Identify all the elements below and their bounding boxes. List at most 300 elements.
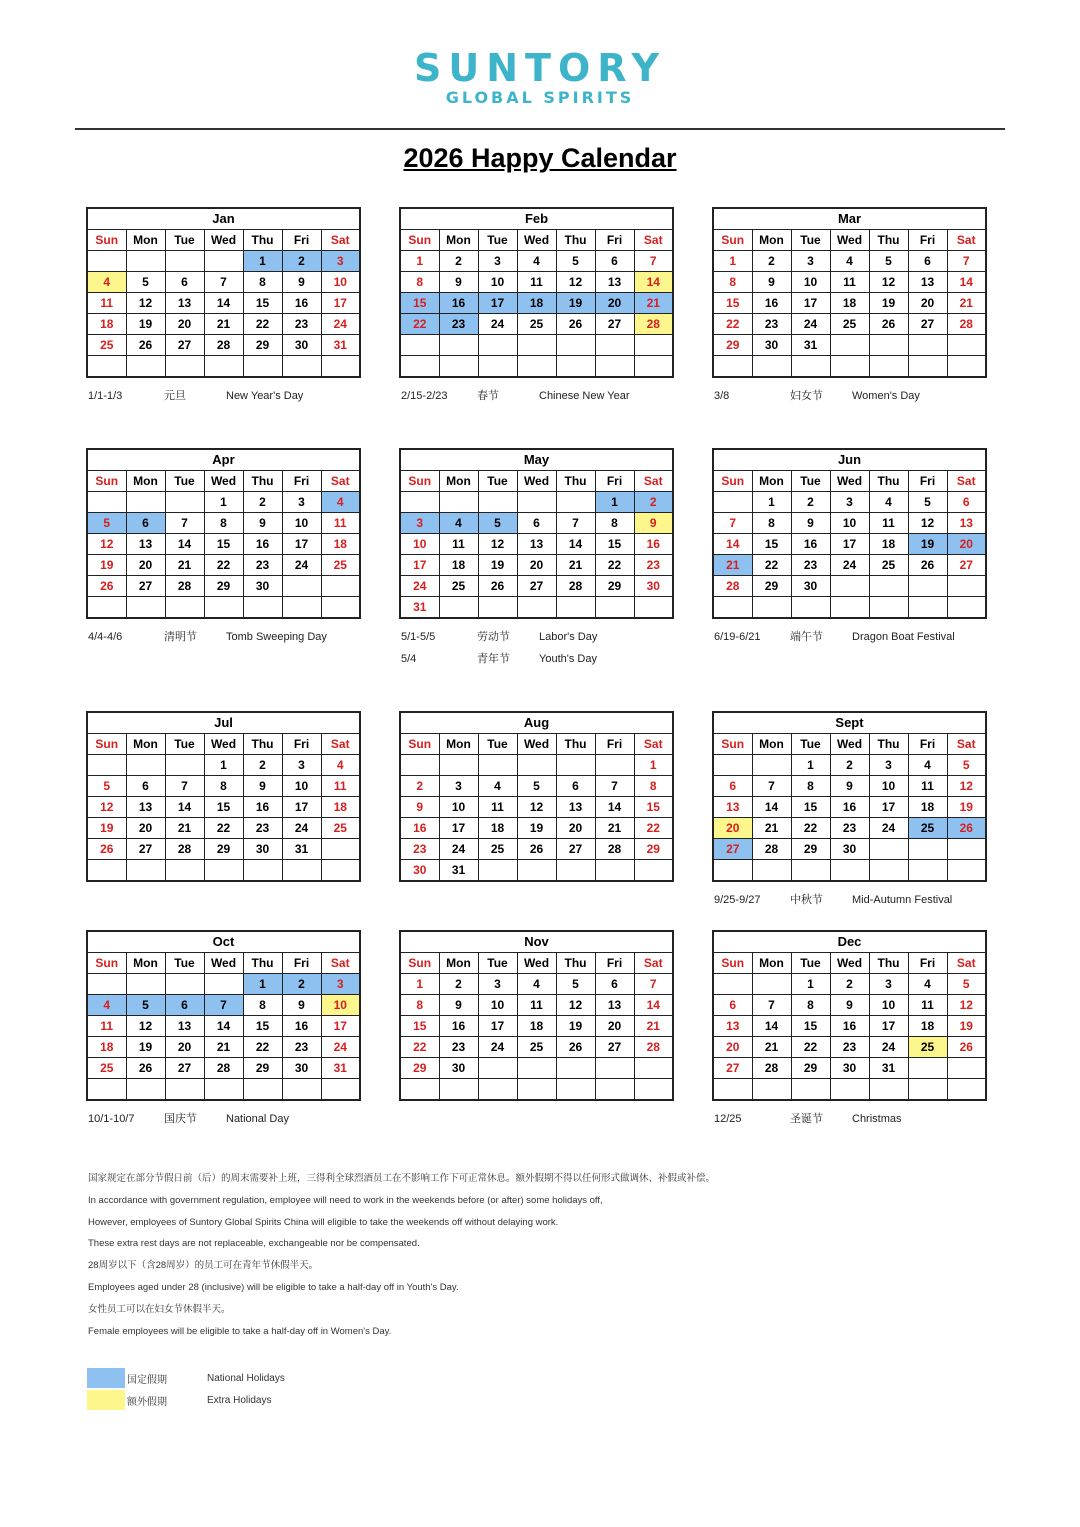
day-cell: 12 (87, 534, 126, 555)
day-cell: 30 (439, 1058, 478, 1079)
note-cn: 国庆节 (164, 1113, 197, 1125)
month-nov (399, 930, 674, 1101)
day-cell: 27 (908, 314, 947, 335)
empty-cell (634, 356, 673, 378)
empty-cell (126, 251, 165, 272)
day-cell: 23 (439, 1037, 478, 1058)
empty-cell (634, 1058, 673, 1079)
day-cell: 25 (517, 314, 556, 335)
day-cell: 13 (556, 797, 595, 818)
day-cell: 27 (126, 839, 165, 860)
day-cell: 25 (439, 576, 478, 597)
day-cell: 20 (947, 534, 986, 555)
day-cell: 23 (439, 314, 478, 335)
day-cell: 9 (752, 272, 791, 293)
month-name: Jul (87, 712, 360, 734)
day-cell: 20 (165, 314, 204, 335)
empty-cell (478, 492, 517, 513)
empty-cell (908, 335, 947, 356)
day-cell: 2 (243, 492, 282, 513)
day-cell: 30 (243, 839, 282, 860)
logo-sub: GLOBAL SPIRITS (445, 88, 635, 107)
day-cell: 27 (713, 839, 752, 860)
day-cell: 28 (713, 576, 752, 597)
empty-cell (478, 755, 517, 776)
empty-cell (830, 576, 869, 597)
empty-cell (517, 335, 556, 356)
day-cell: 13 (165, 1016, 204, 1037)
day-cell: 10 (830, 513, 869, 534)
empty-cell (713, 755, 752, 776)
day-cell: 28 (947, 314, 986, 335)
day-cell: 2 (439, 974, 478, 995)
day-cell: 28 (595, 839, 634, 860)
day-cell: 16 (400, 818, 439, 839)
weekday-header: Sat (947, 230, 986, 251)
day-cell: 5 (126, 995, 165, 1016)
day-cell: 29 (243, 335, 282, 356)
day-cell: 26 (869, 314, 908, 335)
empty-cell (595, 1079, 634, 1101)
day-cell: 1 (243, 251, 282, 272)
day-cell: 23 (243, 818, 282, 839)
weekday-header: Wed (204, 471, 243, 492)
day-cell: 11 (439, 534, 478, 555)
month-table (86, 207, 361, 378)
empty-cell (204, 251, 243, 272)
day-cell: 12 (517, 797, 556, 818)
day-cell: 19 (947, 1016, 986, 1037)
month-table (712, 930, 987, 1101)
day-cell: 3 (478, 251, 517, 272)
weekday-header: Wed (517, 230, 556, 251)
empty-cell (400, 335, 439, 356)
day-cell: 21 (204, 1037, 243, 1058)
legend-en: Extra Holidays (207, 1394, 272, 1406)
weekday-header: Sun (713, 734, 752, 755)
holiday-note (401, 388, 630, 410)
day-cell: 4 (908, 755, 947, 776)
empty-cell (947, 597, 986, 619)
day-cell: 3 (321, 974, 360, 995)
empty-cell (791, 597, 830, 619)
weekday-header: Mon (126, 953, 165, 974)
day-cell: 20 (165, 1037, 204, 1058)
legend-en: National Holidays (207, 1372, 285, 1384)
day-cell: 13 (947, 513, 986, 534)
day-cell: 15 (243, 293, 282, 314)
day-cell: 7 (595, 776, 634, 797)
empty-cell (830, 356, 869, 378)
empty-cell (400, 492, 439, 513)
day-cell: 17 (439, 818, 478, 839)
day-cell: 26 (517, 839, 556, 860)
day-cell: 6 (556, 776, 595, 797)
month-jun (712, 448, 987, 643)
day-cell: 23 (634, 555, 673, 576)
weekday-header: Thu (556, 734, 595, 755)
empty-cell (947, 576, 986, 597)
empty-cell (713, 860, 752, 882)
empty-cell (752, 974, 791, 995)
empty-cell (595, 335, 634, 356)
weekday-header: Tue (165, 953, 204, 974)
weekday-header: Wed (517, 734, 556, 755)
month-name: Apr (87, 449, 360, 471)
weekday-header: Wed (517, 471, 556, 492)
note-en: Youth's Day (539, 653, 597, 665)
day-cell: 8 (204, 513, 243, 534)
month-table (712, 207, 987, 378)
day-cell: 22 (752, 555, 791, 576)
weekday-header: Sun (400, 471, 439, 492)
weekday-header: Fri (595, 953, 634, 974)
empty-cell (400, 1079, 439, 1101)
weekday-header: Tue (478, 734, 517, 755)
empty-cell (947, 1058, 986, 1079)
day-cell: 25 (321, 818, 360, 839)
weekday-header: Mon (439, 471, 478, 492)
empty-cell (791, 356, 830, 378)
empty-cell (908, 597, 947, 619)
day-cell: 6 (165, 272, 204, 293)
month-table (712, 448, 987, 619)
day-cell: 22 (595, 555, 634, 576)
note-cn: 妇女节 (790, 390, 823, 402)
empty-cell (595, 860, 634, 882)
weekday-header: Sat (634, 953, 673, 974)
day-cell: 16 (830, 1016, 869, 1037)
day-cell: 4 (517, 974, 556, 995)
weekday-header: Tue (791, 471, 830, 492)
day-cell: 3 (869, 755, 908, 776)
weekday-header: Sat (634, 230, 673, 251)
day-cell: 26 (556, 1037, 595, 1058)
month-table (86, 711, 361, 882)
day-cell: 7 (713, 513, 752, 534)
note-date: 5/4 (401, 653, 417, 665)
day-cell: 22 (243, 1037, 282, 1058)
weekday-header: Fri (282, 953, 321, 974)
empty-cell (321, 597, 360, 619)
day-cell: 26 (87, 576, 126, 597)
day-cell: 29 (791, 839, 830, 860)
empty-cell (752, 597, 791, 619)
empty-cell (439, 335, 478, 356)
day-cell: 2 (282, 974, 321, 995)
day-cell: 2 (282, 251, 321, 272)
month-mar (712, 207, 987, 402)
day-cell: 2 (752, 251, 791, 272)
day-cell: 23 (791, 555, 830, 576)
weekday-header: Wed (204, 230, 243, 251)
day-cell: 8 (634, 776, 673, 797)
weekday-header: Mon (439, 734, 478, 755)
weekday-header: Fri (908, 471, 947, 492)
day-cell: 6 (126, 513, 165, 534)
weekday-header: Thu (556, 953, 595, 974)
month-may (399, 448, 674, 665)
empty-cell (752, 755, 791, 776)
day-cell: 18 (439, 555, 478, 576)
day-cell: 4 (87, 995, 126, 1016)
day-cell: 19 (947, 797, 986, 818)
weekday-header: Tue (165, 734, 204, 755)
extra-swatch (87, 1390, 125, 1410)
day-cell: 9 (400, 797, 439, 818)
day-cell: 19 (87, 555, 126, 576)
empty-cell (87, 1079, 126, 1101)
month-name: Feb (400, 208, 673, 230)
day-cell: 15 (204, 797, 243, 818)
day-cell: 17 (869, 1016, 908, 1037)
page-title: 2026 Happy Calendar (403, 143, 677, 173)
day-cell: 9 (439, 272, 478, 293)
day-cell: 16 (282, 1016, 321, 1037)
empty-cell (908, 576, 947, 597)
weekday-header: Mon (439, 230, 478, 251)
weekday-header: Fri (282, 230, 321, 251)
day-cell: 9 (243, 513, 282, 534)
day-cell: 12 (947, 995, 986, 1016)
empty-cell (478, 1079, 517, 1101)
empty-cell (869, 1079, 908, 1101)
holiday-notes (714, 892, 952, 914)
day-cell: 20 (908, 293, 947, 314)
empty-cell (321, 839, 360, 860)
day-cell: 10 (869, 995, 908, 1016)
day-cell: 12 (87, 797, 126, 818)
note-en: National Day (226, 1113, 289, 1125)
empty-cell (556, 335, 595, 356)
month-name: Sept (713, 712, 986, 734)
day-cell: 30 (752, 335, 791, 356)
day-cell: 29 (752, 576, 791, 597)
month-dec (712, 930, 987, 1125)
day-cell: 8 (204, 776, 243, 797)
day-cell: 8 (752, 513, 791, 534)
note-date: 10/1-10/7 (88, 1113, 135, 1125)
day-cell: 1 (713, 251, 752, 272)
empty-cell (321, 356, 360, 378)
empty-cell (634, 597, 673, 619)
note-en: Christmas (852, 1113, 902, 1125)
day-cell: 3 (282, 755, 321, 776)
empty-cell (87, 974, 126, 995)
day-cell: 26 (478, 576, 517, 597)
month-apr (86, 448, 361, 643)
day-cell: 23 (752, 314, 791, 335)
legend-extra (87, 1389, 285, 1411)
day-cell: 19 (478, 555, 517, 576)
empty-cell (439, 356, 478, 378)
empty-cell (869, 356, 908, 378)
day-cell: 17 (478, 293, 517, 314)
month-name: Aug (400, 712, 673, 734)
month-table (712, 711, 987, 882)
day-cell: 2 (791, 492, 830, 513)
empty-cell (321, 1079, 360, 1101)
day-cell: 28 (204, 335, 243, 356)
empty-cell (869, 576, 908, 597)
empty-cell (752, 356, 791, 378)
weekday-header: Thu (869, 953, 908, 974)
holiday-note (401, 651, 597, 673)
day-cell: 25 (517, 1037, 556, 1058)
empty-cell (165, 1079, 204, 1101)
day-cell: 16 (439, 293, 478, 314)
empty-cell (243, 860, 282, 882)
day-cell: 8 (400, 272, 439, 293)
day-cell: 27 (165, 335, 204, 356)
note-cn: 春节 (477, 390, 499, 402)
empty-cell (282, 356, 321, 378)
empty-cell (869, 839, 908, 860)
month-table (86, 448, 361, 619)
day-cell: 22 (204, 818, 243, 839)
day-cell: 2 (439, 251, 478, 272)
day-cell: 7 (204, 272, 243, 293)
day-cell: 17 (869, 797, 908, 818)
day-cell: 17 (830, 534, 869, 555)
empty-cell (752, 860, 791, 882)
footer-line: 国家规定在部分节假日前（后）的周末需要补上班，三得利全球烈酒员工在不影响工作下可正常休息。额外假期不得以任何形式做调休、补假或补偿。 (88, 1173, 716, 1184)
day-cell: 24 (791, 314, 830, 335)
day-cell: 21 (752, 1037, 791, 1058)
empty-cell (947, 860, 986, 882)
note-date: 5/1-5/5 (401, 631, 436, 643)
day-cell: 27 (165, 1058, 204, 1079)
day-cell: 12 (556, 995, 595, 1016)
month-name: Nov (400, 931, 673, 953)
day-cell: 20 (517, 555, 556, 576)
day-cell: 10 (282, 513, 321, 534)
day-cell: 7 (165, 513, 204, 534)
day-cell: 31 (321, 1058, 360, 1079)
day-cell: 15 (400, 293, 439, 314)
note-en: Tomb Sweeping Day (226, 631, 327, 643)
day-cell: 18 (830, 293, 869, 314)
weekday-header: Wed (830, 471, 869, 492)
holiday-notes (401, 388, 630, 410)
day-cell: 31 (400, 597, 439, 619)
day-cell: 22 (243, 314, 282, 335)
day-cell: 3 (439, 776, 478, 797)
day-cell: 29 (634, 839, 673, 860)
day-cell: 29 (713, 335, 752, 356)
day-cell: 17 (478, 1016, 517, 1037)
day-cell: 6 (165, 995, 204, 1016)
day-cell: 6 (517, 513, 556, 534)
day-cell: 8 (243, 995, 282, 1016)
day-cell: 9 (830, 995, 869, 1016)
empty-cell (204, 974, 243, 995)
day-cell: 10 (791, 272, 830, 293)
day-cell: 19 (126, 1037, 165, 1058)
empty-cell (87, 860, 126, 882)
day-cell: 31 (791, 335, 830, 356)
day-cell: 13 (165, 293, 204, 314)
day-cell: 16 (791, 534, 830, 555)
empty-cell (126, 755, 165, 776)
day-cell: 21 (165, 555, 204, 576)
empty-cell (556, 597, 595, 619)
empty-cell (165, 860, 204, 882)
holiday-note (714, 388, 920, 410)
day-cell: 8 (243, 272, 282, 293)
empty-cell (869, 335, 908, 356)
day-cell: 30 (243, 576, 282, 597)
day-cell: 15 (595, 534, 634, 555)
holiday-notes (88, 629, 327, 651)
day-cell: 9 (830, 776, 869, 797)
day-cell: 15 (791, 797, 830, 818)
empty-cell (947, 356, 986, 378)
day-cell: 27 (126, 576, 165, 597)
day-cell: 2 (400, 776, 439, 797)
day-cell: 15 (204, 534, 243, 555)
day-cell: 2 (830, 755, 869, 776)
day-cell: 9 (282, 272, 321, 293)
empty-cell (321, 576, 360, 597)
empty-cell (595, 597, 634, 619)
day-cell: 5 (87, 513, 126, 534)
day-cell: 25 (321, 555, 360, 576)
empty-cell (126, 492, 165, 513)
day-cell: 21 (556, 555, 595, 576)
day-cell: 18 (87, 1037, 126, 1058)
day-cell: 31 (282, 839, 321, 860)
day-cell: 29 (204, 576, 243, 597)
empty-cell (713, 597, 752, 619)
day-cell: 12 (869, 272, 908, 293)
empty-cell (478, 356, 517, 378)
note-cn: 清明节 (164, 631, 197, 643)
weekday-header: Fri (908, 734, 947, 755)
empty-cell (165, 492, 204, 513)
empty-cell (478, 335, 517, 356)
empty-cell (634, 335, 673, 356)
day-cell: 28 (634, 314, 673, 335)
footer-notes (88, 1172, 715, 1346)
empty-cell (713, 1079, 752, 1101)
empty-cell (87, 356, 126, 378)
day-cell: 24 (439, 839, 478, 860)
footer-line: These extra rest days are not replaceable, exchangeable nor be compensated. (88, 1238, 420, 1250)
day-cell: 17 (321, 293, 360, 314)
day-cell: 21 (713, 555, 752, 576)
note-date: 2/15-2/23 (401, 390, 448, 402)
weekday-header: Tue (165, 230, 204, 251)
day-cell: 20 (595, 1016, 634, 1037)
empty-cell (439, 492, 478, 513)
empty-cell (126, 974, 165, 995)
holiday-note (714, 1111, 902, 1133)
day-cell: 11 (908, 995, 947, 1016)
footer-line: In accordance with government regulation, employee will need to work in the weekends before (or after) some holidays off, (88, 1194, 603, 1206)
day-cell: 16 (752, 293, 791, 314)
empty-cell (634, 860, 673, 882)
day-cell: 11 (87, 1016, 126, 1037)
empty-cell (126, 1079, 165, 1101)
day-cell: 15 (713, 293, 752, 314)
day-cell: 3 (869, 974, 908, 995)
month-name: Jun (713, 449, 986, 471)
holiday-note (88, 1111, 289, 1133)
empty-cell (243, 356, 282, 378)
weekday-header: Sat (947, 953, 986, 974)
month-table (399, 930, 674, 1101)
